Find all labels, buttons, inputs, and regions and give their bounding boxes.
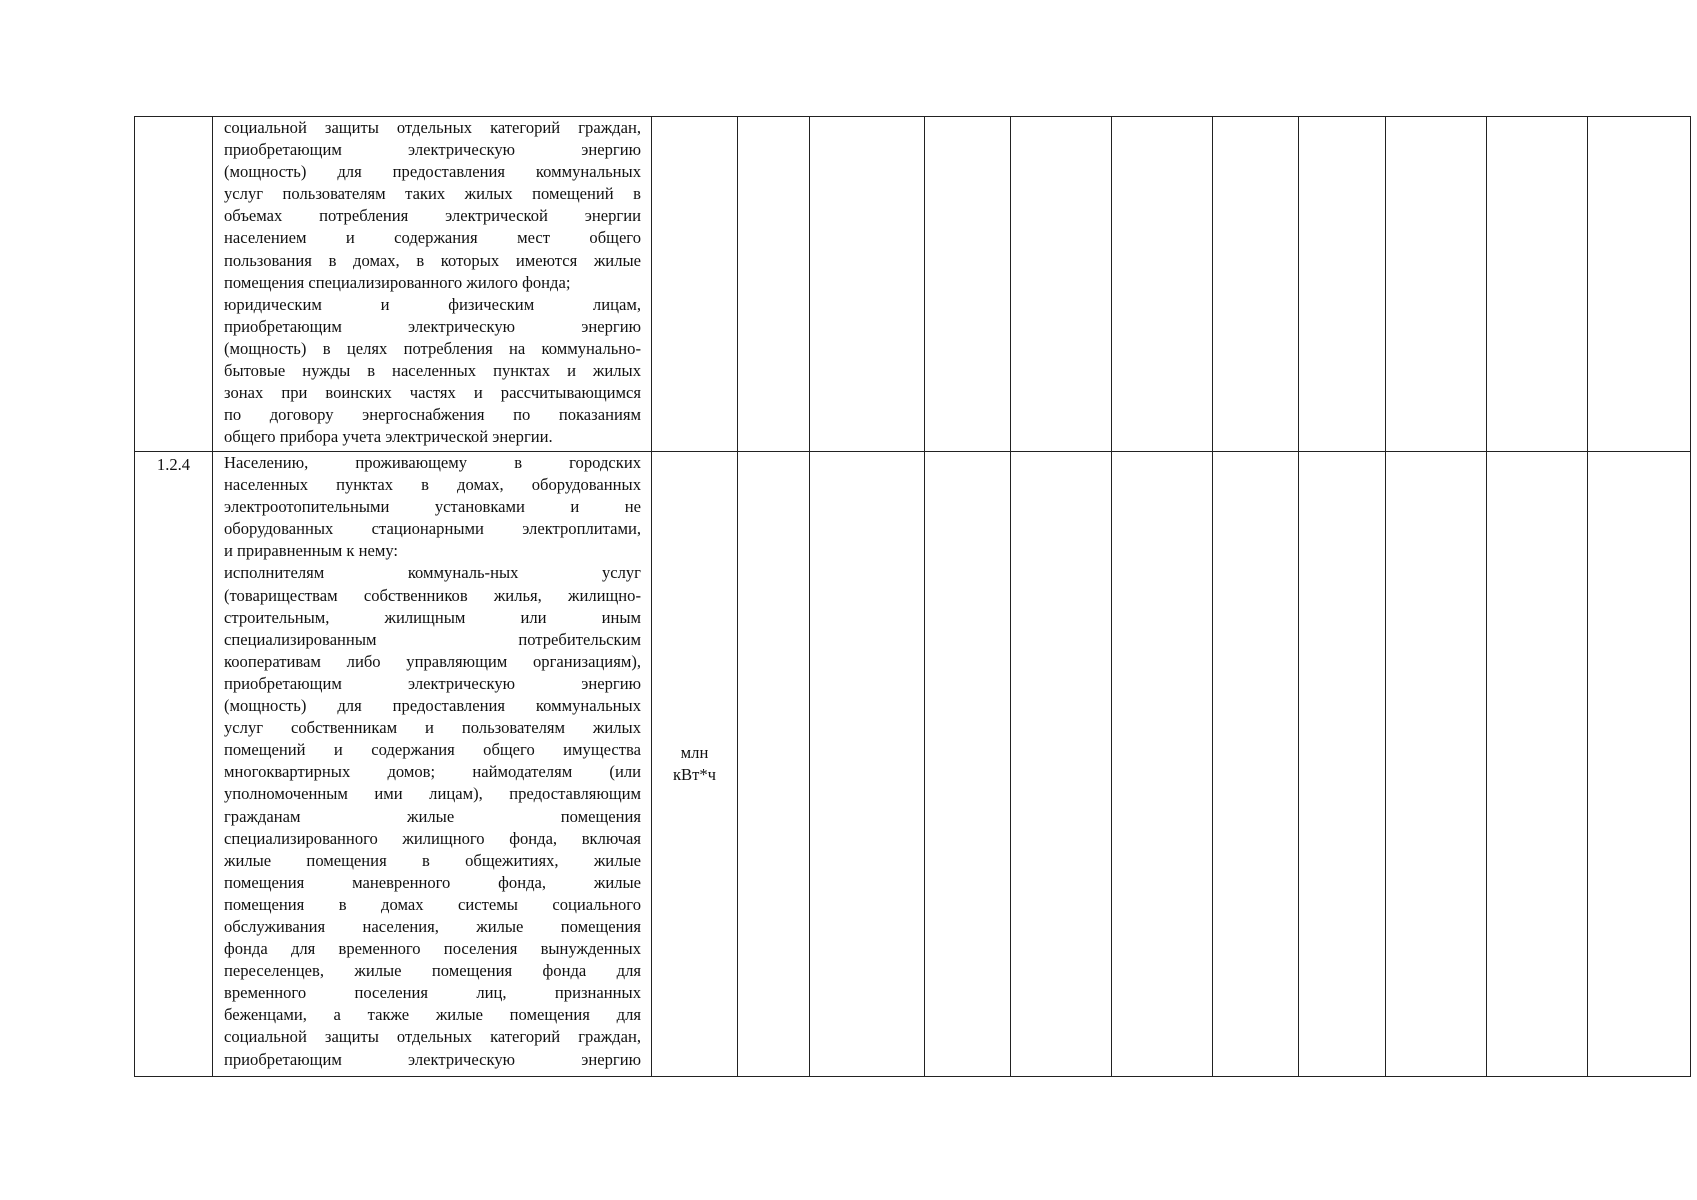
value-cell [1011, 452, 1112, 1077]
description-line: приобретающим электрическую энергию [224, 140, 641, 160]
description-line: оборудованных стационарными электроплитами, [224, 519, 641, 539]
value-cell [810, 117, 925, 452]
description-line: приобретающим электрическую энергию [224, 673, 641, 693]
description-line: уполномоченным ими лицам), предоставляющим [224, 784, 641, 804]
value-cell [1011, 117, 1112, 452]
description-line: населенных пунктах в домах, оборудованных [224, 475, 641, 495]
unit-label: кВт*ч [672, 765, 717, 784]
description-line: беженцами, а также жилые помещения для [224, 1005, 641, 1025]
value-cell [1588, 117, 1691, 452]
description-line: зонах при воинских частях и рассчитывающимся [224, 383, 641, 403]
description-line: специализированного жилищного фонда, включая [224, 828, 641, 848]
tariff-table [134, 116, 1691, 1077]
value-cell [1112, 452, 1213, 1077]
description-line: (мощность) для предоставления коммунальных [224, 162, 641, 182]
value-cell [925, 117, 1011, 452]
table-row [135, 452, 1691, 1077]
table-row [135, 117, 1691, 452]
value-cell [810, 452, 925, 1077]
row-number: 1.2.4 [156, 455, 191, 474]
description-line: социальной защиты отдельных категорий граждан, [224, 118, 641, 137]
description-line: исполнителям коммуналь-ных услуг [224, 563, 641, 583]
description-line: объемах потребления электрической энергии [224, 206, 641, 226]
unit-label: млн [680, 742, 709, 762]
description-line: (товариществам собственников жилья, жилищно- [224, 585, 641, 605]
description-line: и приравненным к нему: [224, 541, 399, 561]
value-cell [1213, 117, 1299, 452]
value-cell [1487, 117, 1588, 452]
value-cell [1112, 117, 1213, 452]
description-line: по договору энергоснабжения по показаниям [224, 405, 641, 425]
unit-cell [652, 452, 738, 1077]
description-line: услуг пользователям таких жилых помещений в [224, 184, 641, 204]
description-line: (мощность) в целях потребления на коммунально- [224, 338, 641, 358]
value-cell [1386, 452, 1487, 1077]
description-line: юридическим и физическим лицам, [224, 294, 641, 314]
description-line: услуг собственникам и пользователям жилых [224, 718, 641, 738]
description-line: электроотопительными установками и не [224, 497, 641, 517]
description-line: жилые помещения в общежитиях, жилые [224, 850, 641, 870]
description-line: пользования в домах, в которых имеются жилые [224, 250, 641, 270]
description-line: общего прибора учета электрической энергии. [224, 427, 553, 447]
description-line: переселенцев, жилые помещения фонда для [224, 961, 641, 981]
description-line: фонда для временного поселения вынужденных [224, 939, 641, 959]
value-cell [1213, 452, 1299, 1077]
value-cell [925, 452, 1011, 1077]
row-number-cell [135, 452, 213, 1077]
description-line: временного поселения лиц, признанных [224, 983, 641, 1003]
description-line: обслуживания населения, жилые помещения [224, 916, 641, 936]
description-line: помещения в домах системы социального [224, 894, 641, 914]
value-cell [1588, 452, 1691, 1077]
row-number-cell [135, 117, 213, 452]
description-line: помещения специализированного жилого фонда; [224, 272, 571, 292]
description-cell [213, 117, 652, 452]
description-line: строительным, жилищным или иным [224, 607, 641, 627]
description-line: многоквартирных домов; наймодателям (или [224, 762, 641, 782]
description-cell [213, 452, 652, 1077]
value-cell [738, 452, 810, 1077]
description-line: помещений и содержания общего имущества [224, 740, 641, 760]
description-line: приобретающим электрическую энергию [224, 1049, 641, 1069]
description-line: помещения маневренного фонда, жилые [224, 872, 641, 892]
description-line: Населению, проживающему в городских [224, 453, 641, 472]
value-cell [1299, 452, 1386, 1077]
description-line: бытовые нужды в населенных пунктах и жилых [224, 361, 641, 381]
description-line: гражданам жилые помещения [224, 806, 641, 826]
unit-cell [652, 117, 738, 452]
value-cell [1487, 452, 1588, 1077]
description-line: специализированным потребительским [224, 629, 641, 649]
description-line: приобретающим электрическую энергию [224, 316, 641, 336]
description-line: населением и содержания мест общего [224, 228, 641, 248]
value-cell [1386, 117, 1487, 452]
value-cell [738, 117, 810, 452]
description-line: (мощность) для предоставления коммунальных [224, 696, 641, 716]
value-cell [1299, 117, 1386, 452]
description-line: социальной защиты отдельных категорий граждан, [224, 1027, 641, 1047]
description-line: кооперативам либо управляющим организациям), [224, 651, 641, 671]
